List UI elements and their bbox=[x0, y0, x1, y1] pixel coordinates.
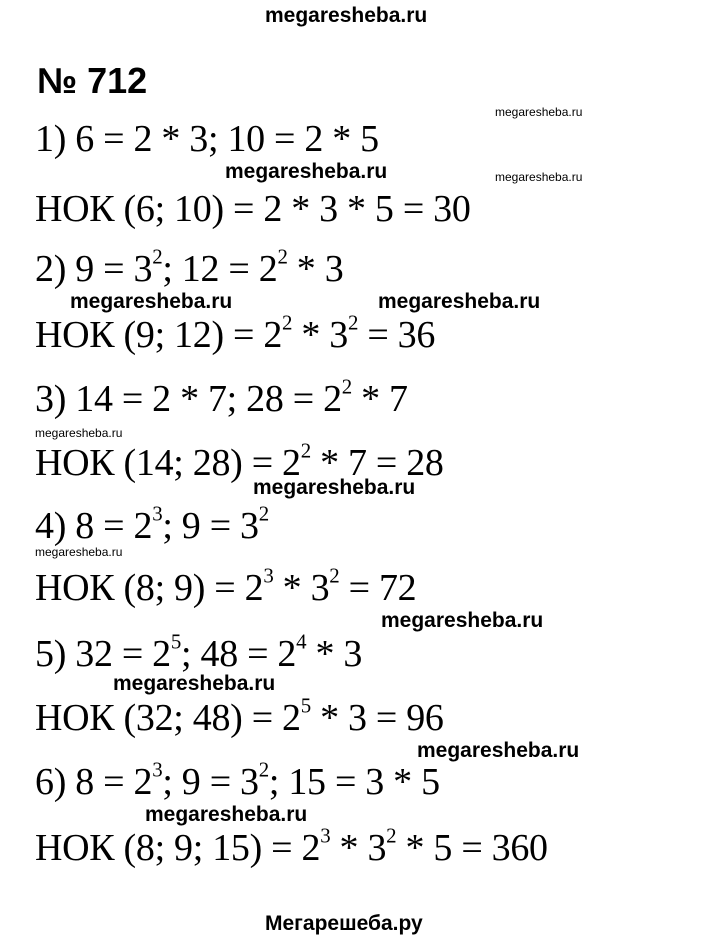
watermark: megaresheba.ru bbox=[35, 426, 123, 440]
site-footer: Мегарешеба.ру bbox=[265, 912, 423, 935]
exponent: 2 bbox=[277, 244, 288, 269]
solution-line-4: НОК (9; $12) = 2^2 * 3^2 = 36$ bbox=[35, 310, 436, 356]
solution-line-1: 1) 6 = 2 * 3; 10 = 2 * 5 bbox=[35, 118, 379, 160]
watermark: megaresheba.ru bbox=[495, 170, 583, 184]
solution-line-6: НОК (14; $28) = 2^2 * 7 = 28$ bbox=[35, 438, 444, 484]
exponent: 2 bbox=[348, 310, 359, 335]
exponent: 2 bbox=[258, 501, 269, 526]
exponent: 3 bbox=[263, 563, 274, 588]
exponent: 3 bbox=[152, 757, 163, 782]
watermark: megaresheba.ru bbox=[495, 105, 583, 119]
solution-line-3: 2) $9 = 3^2$; $12 = 2^2 * 3$ bbox=[35, 244, 344, 290]
exponent: 2 bbox=[386, 823, 397, 848]
exponent: 5 bbox=[300, 693, 311, 718]
watermark: megaresheba.ru bbox=[70, 290, 233, 313]
exponent: 3 bbox=[320, 823, 331, 848]
watermark: megaresheba.ru bbox=[253, 476, 416, 499]
exponent: 3 bbox=[152, 501, 163, 526]
solution-line-2: НОК (6; 10) = 2 * 3 * 5 = 30 bbox=[35, 188, 471, 230]
exponent: 2 bbox=[329, 563, 340, 588]
exponent: 5 bbox=[170, 629, 182, 654]
watermark: megaresheba.ru bbox=[145, 803, 308, 826]
exponent: 2 bbox=[341, 374, 352, 399]
solution-line-12: НОК (8; 9; $15) = 2^3 * 3^2 * 5 = 360$ bbox=[35, 823, 548, 869]
exponent: 2 bbox=[152, 244, 163, 269]
exponent: 2 bbox=[300, 438, 311, 463]
watermark: megaresheba.ru bbox=[225, 160, 388, 183]
site-header: megaresheba.ru bbox=[265, 4, 428, 27]
exponent: 2 bbox=[258, 757, 269, 782]
exponent: 4 bbox=[296, 629, 307, 654]
watermark: megaresheba.ru bbox=[113, 672, 276, 695]
watermark: megaresheba.ru bbox=[378, 290, 541, 313]
exponent: 2 bbox=[282, 310, 293, 335]
exercise-number: № 712 bbox=[37, 60, 148, 101]
solution-line-10: НОК (32; $48) = 2^5 * 3 = 96$ bbox=[35, 693, 444, 739]
solution-line-7: 4) $8 = 2^3$; $9 = 3^2$ bbox=[35, 501, 269, 547]
watermark: megaresheba.ru bbox=[35, 545, 123, 559]
solution-line-11: 6) $8 = 2^3$; $9 = 3^2$; 15 = 3 * 5 bbox=[35, 757, 440, 803]
solution-line-8: НОК (8; $9) = 2^3 * 3^2 = 72$ bbox=[35, 563, 417, 609]
watermark: megaresheba.ru bbox=[417, 739, 580, 762]
watermark: megaresheba.ru bbox=[381, 609, 544, 632]
solution-line-5: 3) 14 = 2 * 7; $28 = 2^2 * 7$ bbox=[35, 374, 408, 420]
solution-line-9: 5) $32 = 2^5$; $48 = 2^4 * 3$ bbox=[35, 629, 363, 675]
